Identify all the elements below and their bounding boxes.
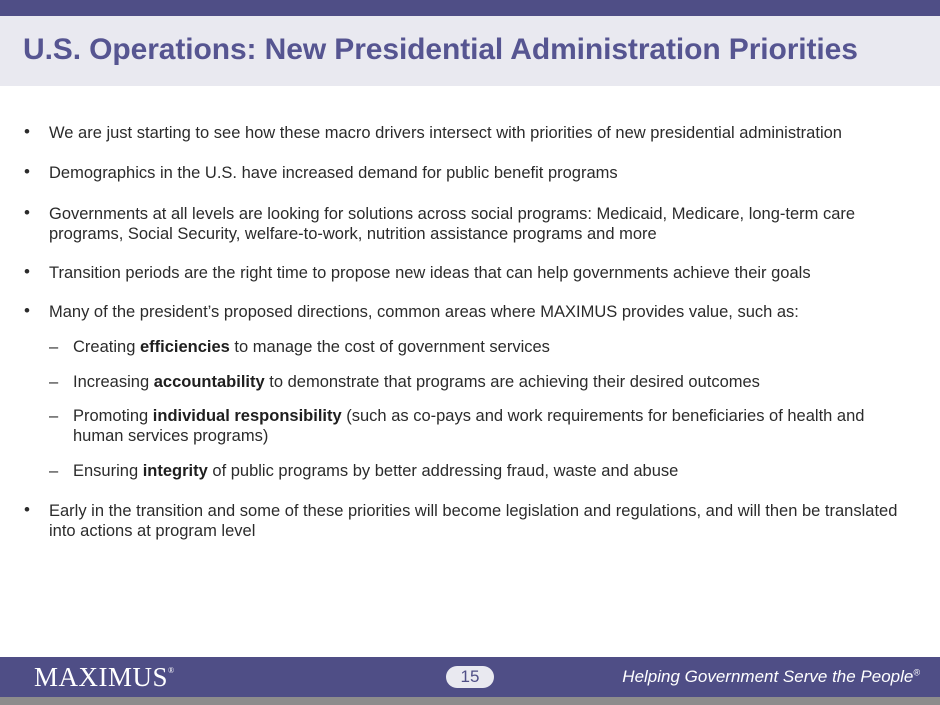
sub-bullet-mark: – [49, 407, 59, 425]
bullet-mark: • [24, 122, 30, 141]
page-number: 15 [446, 666, 494, 688]
bullet-text: We are just starting to see how these macro drivers intersect with priorities of new presidential administration [49, 124, 842, 142]
sub-bullet-mark: – [49, 462, 59, 480]
sub-bullet-text: Promoting individual responsibility (such as co-pays and work requirements for beneficiaries of health and human services programs) [73, 407, 865, 445]
sub-bullet-mark: – [49, 373, 59, 391]
bullet-mark: • [24, 203, 30, 222]
emphasis-text: efficiencies [139, 338, 230, 356]
bullet-mark: • [24, 162, 30, 181]
bullet-text: Demographics in the U.S. have increased demand for public benefit programs [49, 164, 618, 182]
sub-bullet-text: Increasing accountability to demonstrate that programs are achieving their desired outcomes [73, 373, 760, 391]
sub-bullet-text: Ensuring integrity of public programs by better addressing fraud, waste and abuse [73, 462, 679, 480]
bullet-mark: • [24, 500, 30, 519]
sub-bullet-text: Creating efficiencies to manage the cost of government services [73, 338, 550, 356]
slide-title: U.S. Operations: New Presidential Administration Priorities [23, 33, 858, 66]
emphasis-text: accountability [153, 373, 265, 391]
top-accent-bar [0, 0, 940, 16]
emphasis-text: integrity [142, 462, 208, 480]
maximus-logo: MAXIMUS® [34, 662, 175, 692]
bullet-text: Governments at all levels are looking for solutions across social programs: Medicaid, Medicare, long-term care programs, Social Security, welfare-to-work, nutrition assistance programs and more [49, 205, 856, 243]
bullet-text: Early in the transition and some of these priorities will become legislation and regulations, and will then be translated into actions at program level [49, 502, 898, 540]
emphasis-text: individual responsibility [152, 407, 342, 425]
footer-tagline: Helping Government Serve the People® [622, 667, 920, 686]
footer-bottom-strip [0, 697, 940, 705]
bullet-mark: • [24, 262, 30, 281]
bullet-text: Many of the president’s proposed directions, common areas where MAXIMUS provides value, such as: [49, 303, 799, 321]
sub-bullet-mark: – [49, 338, 59, 356]
bullet-text: Transition periods are the right time to propose new ideas that can help governments achieve their goals [49, 264, 811, 282]
bullet-mark: • [24, 301, 30, 320]
